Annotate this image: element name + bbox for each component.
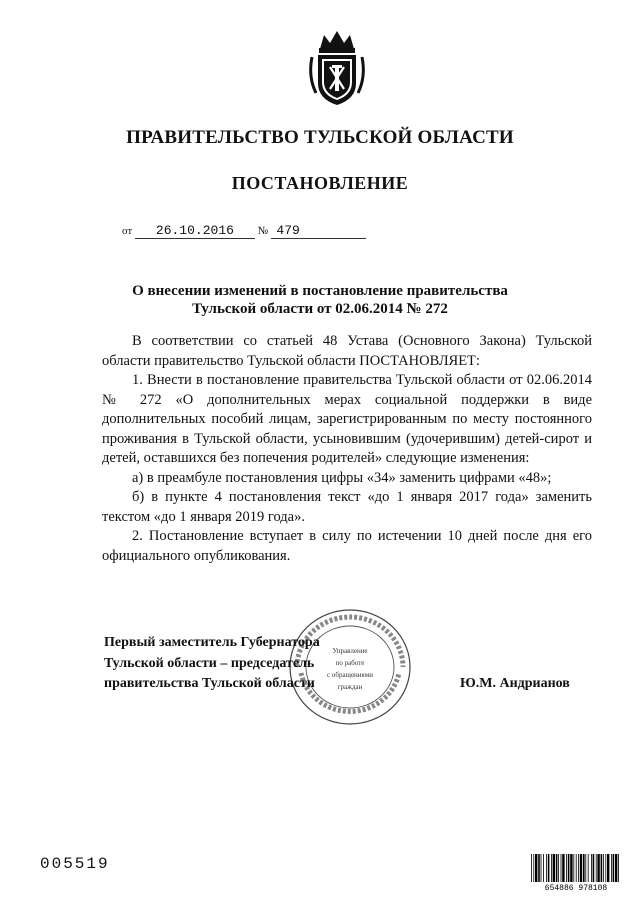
barcode-bar: [588, 854, 589, 882]
document-subject: [0, 282, 640, 318]
barcode-bar: [558, 854, 559, 882]
barcode-bar: [591, 854, 592, 882]
barcode-bar: [556, 854, 558, 882]
barcode: [530, 853, 622, 891]
barcode-bar: [533, 854, 534, 882]
signer-line-1: Первый заместитель Губернатора: [104, 635, 320, 650]
signer-name: Ю.М. Андрианов: [460, 676, 570, 691]
number-label: №: [257, 225, 269, 237]
barcode-bar: [546, 854, 547, 882]
signer-line-2: Тульской области – председатель: [104, 655, 315, 671]
barcode-bar: [618, 854, 619, 882]
subject-line-2: Тульской области от 02.06.2014 № 272: [192, 301, 448, 317]
signer-line-3: правительства Тульской области: [104, 676, 315, 691]
barcode-bar: [566, 854, 567, 882]
stamp-text-2: по работе: [335, 659, 365, 667]
serial-number: 005519: [40, 855, 110, 873]
paragraph-item-1a: а) в преамбуле постановления цифры «34» заменить цифрами «48»;: [132, 469, 552, 486]
barcode-bar: [535, 854, 537, 882]
barcode-bar: [531, 854, 532, 882]
from-label: от: [122, 225, 133, 237]
date-number-line: [122, 224, 366, 239]
barcode-bar: [541, 854, 542, 882]
barcode-bar: [611, 854, 612, 882]
barcode-bar: [548, 854, 550, 882]
barcode-bar: [551, 854, 552, 882]
document-number: 479: [276, 223, 300, 238]
barcode-bar: [597, 854, 599, 882]
barcode-bar: [573, 854, 574, 882]
barcode-bar: [553, 854, 555, 882]
stamp-text-4: граждан: [337, 683, 363, 691]
barcode-bar: [603, 854, 604, 882]
barcode-bar: [578, 854, 579, 882]
barcode-bar: [596, 854, 597, 882]
paragraph-item-1: 1. Внести в постановление правительства Тульской области от 02.06.2014 № 272 «О дополнительных мерах социальной поддержки в виде дополнительных пособий лицам, зарегистрированным по месту постоянного проживания в Тульской области, усыновившим (удочерившим) детей-сирот и детей, оставшихся без попечения родителей» следующие изменения:: [102, 372, 592, 466]
stamp-text-3: с обращениями: [327, 671, 373, 679]
barcode-bar: [583, 854, 585, 882]
barcode-bar: [538, 854, 540, 882]
barcode-bar: [585, 854, 586, 882]
signer-title: [104, 633, 320, 695]
subject-line-1: О внесении изменений в постановление правительства: [132, 283, 508, 299]
barcode-bar: [561, 854, 562, 882]
barcode-bar: [562, 854, 564, 882]
paragraph-preamble: В соответствии со статьей 48 Устава (Основного Закона) Тульской области правительство Тульской области ПОСТАНОВЛЯЕТ:: [102, 333, 592, 369]
barcode-bar: [570, 854, 572, 882]
barcode-bar: [601, 854, 603, 882]
barcode-bar: [576, 854, 577, 882]
document-body: [102, 332, 592, 566]
stamp-text-1: Управление: [332, 647, 368, 655]
document-type: ПОСТАНОВЛЕНИЕ: [231, 173, 409, 193]
barcode-bar: [605, 854, 606, 882]
barcode-bar: [607, 854, 609, 882]
paragraph-item-2: 2. Постановление вступает в силу по истечении 10 дней после дня его официального опубликования.: [102, 528, 592, 564]
barcode-bar: [543, 854, 544, 882]
barcode-bar: [615, 854, 617, 882]
document-date: 26.10.2016: [155, 223, 234, 238]
barcode-bar: [580, 854, 582, 882]
government-title: ПРАВИТЕЛЬСТВО ТУЛЬСКОЙ ОБЛАСТИ: [126, 127, 514, 148]
barcode-bar: [613, 854, 615, 882]
barcode-bar: [568, 854, 570, 882]
paragraph-item-1b: б) в пункте 4 постановления текст «до 1 января 2017 года» заменить текстом «до 1 января 2019 года».: [102, 489, 592, 525]
coat-of-arms-icon: [306, 27, 368, 107]
barcode-bar: [593, 854, 595, 882]
barcode-number: 654886 978108: [544, 884, 608, 891]
